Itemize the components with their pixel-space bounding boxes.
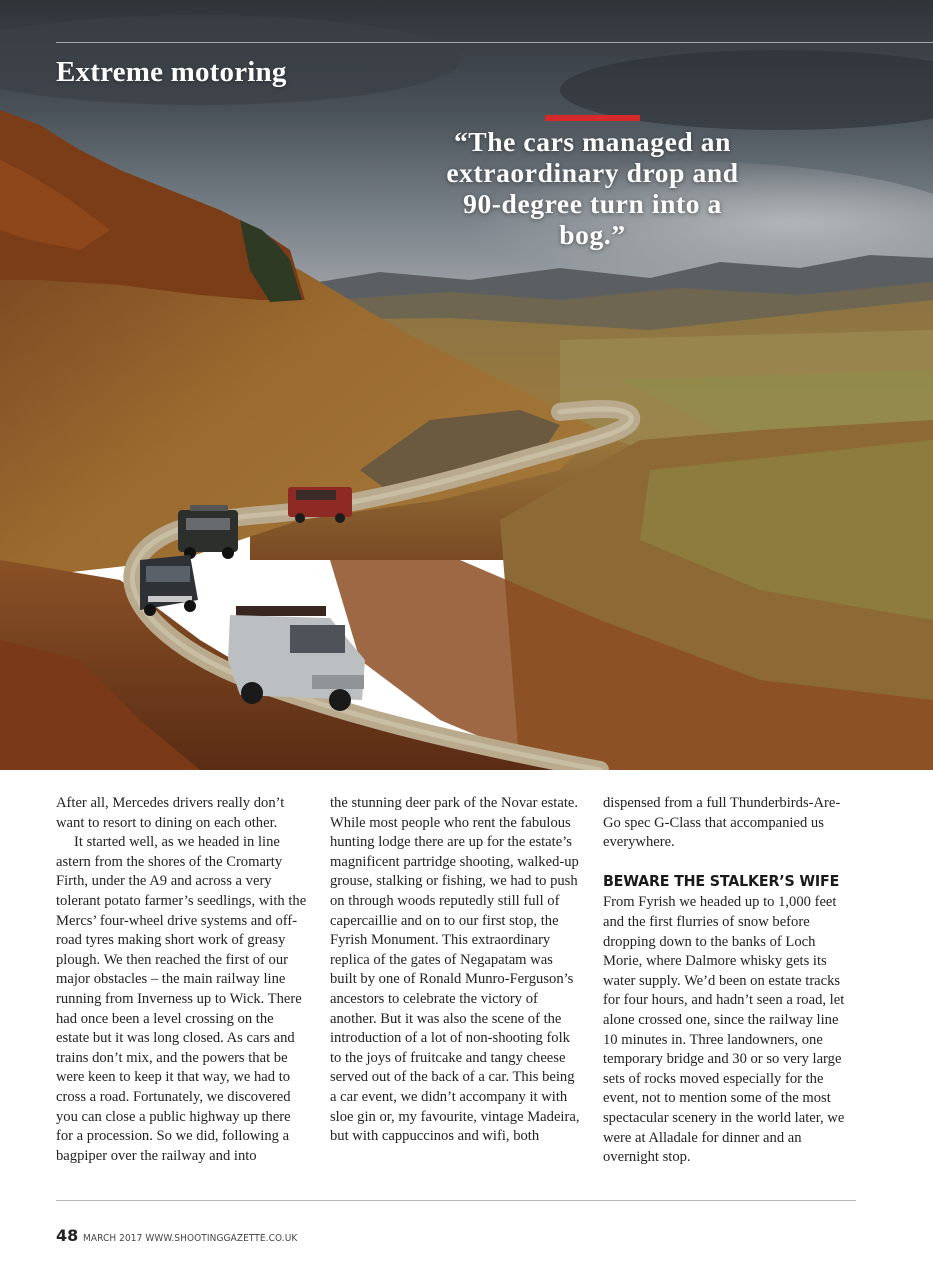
pull-quote: “The cars managed an extraordinary drop and 90-degree turn into a bog.” [446, 126, 739, 250]
subheading: BEWARE THE STALKER’S WIFE [603, 871, 840, 890]
page-number: 48 [56, 1226, 79, 1245]
article-column-1 [56, 794, 308, 1166]
top-rule [56, 42, 933, 43]
section-title: Extreme motoring [56, 56, 287, 88]
article-column-2 [330, 794, 582, 1147]
page-footer [56, 1226, 322, 1245]
paragraph: dispensed from a full Thunderbirds-Are-Go spec G-Class that accompanied us everywhere. [603, 795, 841, 851]
paragraph: It started well, as we headed in line astern from the shores of the Cromarty Firth, under the A9 and across a very tolerant potato farmer’s seedlings, with the Mercs’ four-wheel drive systems and off-road tyres making short work of greasy plough. We then reached the first of our major obstacles – the main railway line running from Inverness up to Wick. There had once been a level crossing on the estate but it was long closed. As cars and trains don’t mix, and the powers that be were keen to keep it that way, we had to cross a road. Fortunately, we discovered you can close a public highway up there for a procession. So we did, following a bagpiper over the railway and into [56, 834, 307, 1164]
paragraph: the stunning deer park of the Novar estate. While most people who rent the fabulous hunting lodge there are up for the estate’s magnificent partridge shooting, walked-up grouse, stalking or fishing, we had to push on through woods reputedly still full of capercaillie and on to our first stop, the Fyrish Monument. This extraordinary replica of the gates of Negapatam was built by one of Ronald Munro-Ferguson’s ancestors to celebrate the victory of another. But it was also the scene of the introduction of a lot of non-shooting folk to the joys of fruitcake and tangy cheese served out of the back of a car. This being a car event, we didn’t accompany it with sloe gin or, my favourite, vintage Madeira, but with cappuccinos and wifi, both [330, 795, 580, 1145]
folio-line: MARCH 2017 WWW.SHOOTINGGAZETTE.CO.UK [83, 1233, 298, 1244]
paragraph: From Fyrish we headed up to 1,000 feet and the first flurries of snow before dropping down to the banks of Loch Morie, where Dalmore whisky gets its water supply. We’d been on estate tracks for four hours, and hadn’t seen a road, let alone crossed one, since the railway line 10 minutes in. Three landowners, one temporary bridge and 30 or so very large sets of rocks moved especially for the event, not to mention some of the most spectacular scenery in the world later, we were at Alladale for dinner and an overnight stop. [603, 894, 845, 1166]
bottom-rule [56, 1200, 856, 1201]
black-4x4 [178, 505, 238, 559]
paragraph: After all, Mercedes drivers really don’t want to resort to dining on each other. [56, 795, 285, 831]
article-column-3 [603, 794, 855, 1168]
dark-suv [140, 555, 198, 616]
pull-quote-accent-bar [545, 115, 640, 121]
silver-g-class [228, 606, 365, 711]
